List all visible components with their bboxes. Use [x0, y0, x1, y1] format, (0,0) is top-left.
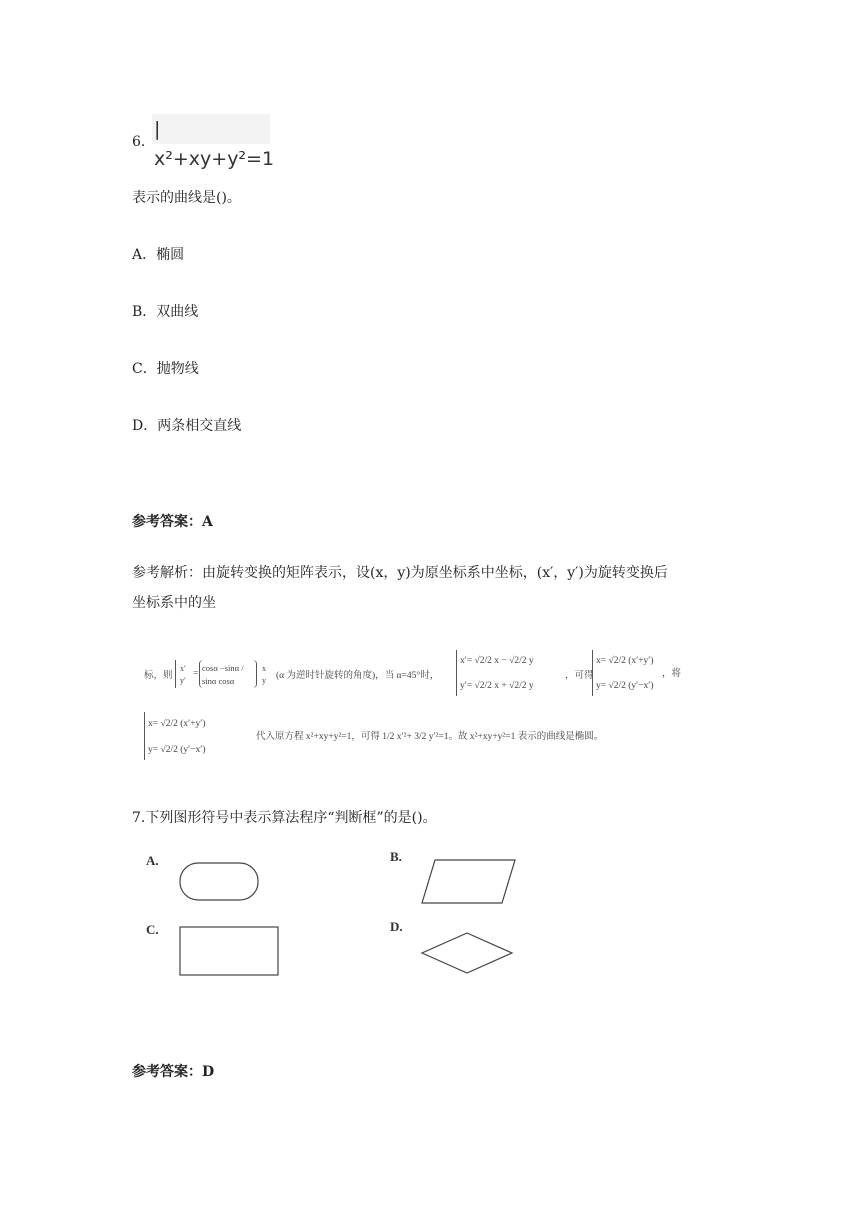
- derivation-lead: 标，则: [144, 671, 173, 681]
- question-7-stem: 7.下列图形符号中表示算法程序“判断框”的是()。: [132, 810, 437, 826]
- derivation-end: ，将: [662, 669, 682, 679]
- derivation-note: (α 为逆时针旋转的角度)，当 α=45°时，: [276, 671, 440, 681]
- flowchart-symbols: [140, 840, 540, 990]
- system2-line2: y= √2/2 (y′−x′): [596, 681, 654, 691]
- question-7-option-c: C.: [146, 922, 159, 937]
- question-6-option-c: C．抛物线: [132, 361, 199, 377]
- question-6-stem: 表示的曲线是()。: [132, 190, 241, 206]
- system1-brace: [456, 650, 457, 696]
- question-6-option-b: B．双曲线: [132, 304, 199, 320]
- terminal-symbol-rounded-rect: [180, 863, 258, 900]
- derivation-vector: x′ y′: [180, 664, 186, 685]
- decision-symbol-diamond: [422, 933, 512, 973]
- question-6-answer: 参考答案：A: [132, 514, 213, 530]
- derivation-conclusion: 代入原方程 x²+xy+y²=1，可得 1/2 x′²+ 3/2 y′²=1。故 x²+xy+y²=1 表示的曲线是椭圆。: [256, 732, 604, 742]
- io-symbol-parallelogram: [422, 860, 515, 903]
- system2-brace: [592, 650, 593, 696]
- system2-line1: x= √2/2 (x′+y′): [596, 656, 654, 666]
- process-symbol-rectangle: [180, 927, 278, 975]
- question-7-option-d: D.: [390, 919, 403, 934]
- question-7-answer: 参考答案：D: [132, 1064, 215, 1080]
- substitution-line1: x= √2/2 (x′+y′): [148, 719, 206, 729]
- question-6-option-a: A．椭圆: [132, 247, 185, 263]
- question-6-analysis-line1: 参考解析：由旋转变换的矩阵表示，设(x，y)为原坐标系中坐标，(x′，y′)为旋转变换后: [132, 565, 668, 581]
- derivation-mid: ，可得: [565, 671, 594, 681]
- system1-line2: y′= √2/2 x + √2/2 y: [460, 681, 534, 691]
- question-6-analysis-line2: 坐标系中的坐: [132, 595, 216, 611]
- derivation-matrix: cosα −sinα / sinα cosα: [202, 663, 244, 686]
- question-6-equation-image: | x²+xy+y²=1: [152, 114, 270, 144]
- question-6-number: 6.: [132, 134, 146, 150]
- substitution-brace: [144, 712, 145, 760]
- question-6-option-d: D．两条相交直线: [132, 418, 242, 434]
- question-7-option-b: B.: [390, 849, 402, 864]
- question-7-option-a: A.: [146, 853, 159, 868]
- system1-line1: x′= √2/2 x − √2/2 y: [460, 656, 534, 666]
- substitution-line2: y= √2/2 (y′−x′): [148, 745, 206, 755]
